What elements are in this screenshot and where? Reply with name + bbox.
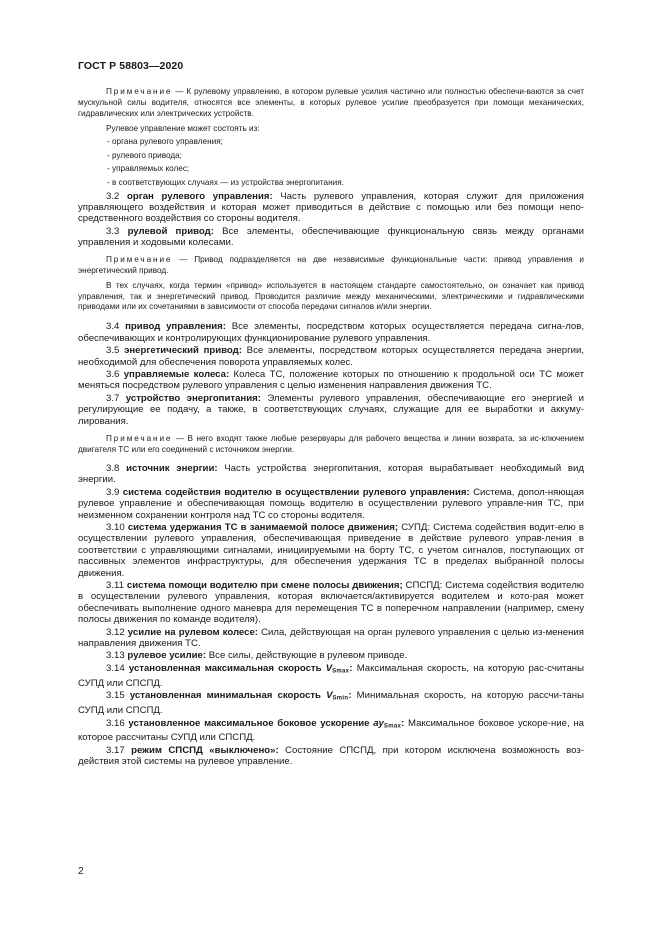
definition-text: СПСПД: Система содействия водителю в осуществлении рулевого управления, которая включается/активируется водителем и кото-рая может обеспечивать выполнение одного маневра для перемещения ТС в поперечном направлении (например, смену полосы движения по команде водителя).: [78, 580, 584, 626]
page-number: 2: [78, 866, 84, 877]
definition-text: Все элементы, посредством которых осуществляется передача энергии, необходимой для обеспечения поворота управляемых колес.: [78, 345, 584, 368]
note-2: [78, 255, 584, 277]
term: режим СПСПД «выключено»:: [131, 744, 279, 756]
definition-3-7: [78, 393, 584, 427]
definition-3-4: [78, 321, 584, 344]
item-number: 3.2: [106, 190, 127, 202]
definition-3-11: [78, 580, 584, 626]
item-number: 3.7: [106, 392, 126, 404]
term-colon: :: [348, 690, 352, 702]
term: система помощи водителю при смене полосы движения;: [126, 580, 403, 592]
definition-text: Часть устройства энергопитания, которая вырабатывает необходимый вид энергии.: [78, 462, 584, 486]
item-number: 3.8: [106, 462, 127, 474]
term: орган рулевого управления:: [127, 190, 273, 202]
definition-text: Максимальная скорость, на которую рас-считаны СУПД или СПСПД.: [78, 662, 584, 689]
definition-3-5: [78, 345, 584, 368]
definition-3-10: [78, 522, 584, 579]
term: рулевое усилие:: [127, 650, 207, 662]
definition-3-15: [78, 690, 584, 716]
term: система удержания ТС в занимаемой полосе движения;: [127, 522, 399, 534]
definition-3-16: [78, 718, 584, 744]
note-label: Примечание: [106, 254, 173, 264]
term: система содействия водителю в осуществлении рулевого управления:: [122, 486, 470, 498]
note-label: Примечание: [106, 434, 173, 444]
definition-3-17: [78, 745, 584, 768]
definition-text: Колеса ТС, положение которых по отношению к продольной оси ТС может меняться посредством рулевого управления с целью изменения направления движения ТС.: [78, 369, 584, 392]
definition-text: Часть рулевого управления, которая служит для приложения управляющего воздействия и которая может приводиться в действие с помощью или без помощи непо-средственного воздействия со стороны водителя.: [78, 190, 584, 225]
item-number: 3.6: [106, 369, 124, 381]
term: устройство энергопитания:: [125, 392, 261, 404]
item-number: 3.16: [106, 717, 129, 729]
item-number: 3.14: [106, 662, 129, 674]
definition-text: Минимальная скорость, на которую рассчи-таны СУПД или СПСПД.: [78, 690, 584, 717]
term: установленное максимальное боковое ускорение: [128, 717, 374, 729]
note-text: — В него входят также любые резервуары для рабочего вещества и линии возврата, за ис-ключением двигателя ТС или его соединений с источником энергии.: [78, 434, 584, 455]
item-number: 3.15: [106, 690, 130, 702]
list-intro: Рулевое управление может состоять из:: [106, 123, 260, 133]
definition-text: Все элементы, посредством которых осуществляется передача сигна-лов, обеспечивающих и контролирующих функционирование рулевого управления.: [78, 321, 585, 344]
item-number: 3.9: [106, 486, 123, 498]
definition-3-2: [78, 191, 584, 225]
list-item: - управляемых колес;: [107, 164, 190, 174]
definition-text: Максимальное боковое ускоре-ние, на которое рассчитаны СУПД или СПСПД.: [78, 717, 584, 744]
definition-3-9: [78, 487, 584, 521]
term-colon: :: [401, 717, 405, 729]
item-number: 3.3: [106, 225, 128, 237]
symbol-subscript: Smax: [383, 723, 402, 730]
item-number: 3.17: [106, 744, 132, 756]
note-3: [78, 434, 584, 456]
list-item: - органа рулевого управления;: [107, 137, 223, 147]
definition-text: Состояние СПСПД, при котором исключена возможность воз-действия этой системы на рулевое управление.: [78, 744, 584, 768]
note-label: Примечание: [106, 87, 173, 96]
item-number: 3.10: [106, 522, 128, 534]
item-number: 3.5: [106, 345, 125, 357]
note-1: [78, 87, 584, 120]
item-number: 3.4: [106, 321, 126, 333]
list-item: - в соответствующих случаях — из устройства энергопитания.: [107, 177, 344, 187]
note-text: — К рулевому управлению, в котором рулевые усилия частично или полностью обеспечи-ваются за счет мускульной силы водителя, относятся все элементы, в которых рулевое усилие преобразуется при помощи механических, гидравлических или электрических устройств.: [78, 87, 584, 118]
definition-3-12: [78, 627, 584, 650]
page-content: [78, 87, 584, 768]
term: энергетический привод:: [124, 345, 242, 357]
definition-3-6: [78, 369, 584, 392]
list-item: - рулевого привода;: [107, 150, 182, 160]
symbol-subscript: Smax: [332, 668, 350, 675]
definition-3-14: [78, 663, 584, 689]
symbol-subscript: Smin: [332, 695, 349, 702]
term: управляемые колеса:: [123, 369, 230, 381]
note-text: — Привод подразделяется на две независимые функциональные части: привод управления и энергетический привод.: [78, 254, 584, 275]
term: установленная минимальная скорость: [129, 690, 327, 702]
note-2-continued: В тех случаях, когда термин «привод» используется в настоящем стандарте самостоятельно, он означает как привод управления, так и энергетический привод. Проводится различие между механическими, электрическими и гидравлическими приводами или их сочетаниями в зависимости от способа передачи сигналов и/или энергии.: [78, 280, 584, 312]
definition-3-3: [78, 226, 584, 249]
definition-text: СУПД: Система содействия водит-елю в осуществлении рулевого управления, обеспечивающая приведение в действие рулевого управ-ления в соответствии с управляющими сигналами, инициируемыми на борту ТС, с учетом сигналов, поступающих от пассивных элементов инфраструктуры, для обеспечения удержания ТС в пределах выбранной полосы движения.: [78, 522, 584, 579]
term-colon: :: [349, 662, 353, 674]
term: установленная максимальная скорость: [128, 662, 326, 674]
term: привод управления:: [125, 321, 226, 333]
standard-code: ГОСТ Р 58803—2020: [78, 60, 184, 72]
symbol: ay: [373, 717, 384, 729]
item-number: 3.12: [106, 626, 128, 638]
term: рулевой привод:: [127, 225, 214, 237]
definition-3-8: [78, 463, 584, 486]
definition-text: Сила, действующая на орган рулевого управления с целью из-менения направления движения ТС.: [78, 626, 584, 650]
item-number: 3.13: [106, 650, 128, 662]
definition-text: Все элементы, обеспечивающие функциональную связь между органами управления и ходовыми колесами.: [78, 225, 584, 249]
symbol: V: [326, 690, 333, 702]
definition-3-13: [78, 650, 584, 661]
term: усилие на рулевом колесе:: [127, 626, 258, 638]
definition-text: Система, допол-няющая рулевое управление и обеспечивающая помощь водителю в осуществлении рулевого управле-ния ТС, при неизменном сохранении контроля над ТС со стороны водителя.: [78, 486, 584, 521]
definition-text: Все силы, действующие в рулевом приводе.: [206, 650, 408, 662]
symbol: V: [325, 662, 333, 674]
term: источник энергии:: [126, 462, 218, 474]
definition-text: Элементы рулевого управления, обеспечивающие его энергией и регулирующие ее подачу, а также, в соответствующих случаях, служащие для ее выработки и аккуму-лирования.: [78, 392, 584, 427]
item-number: 3.11: [106, 580, 127, 592]
